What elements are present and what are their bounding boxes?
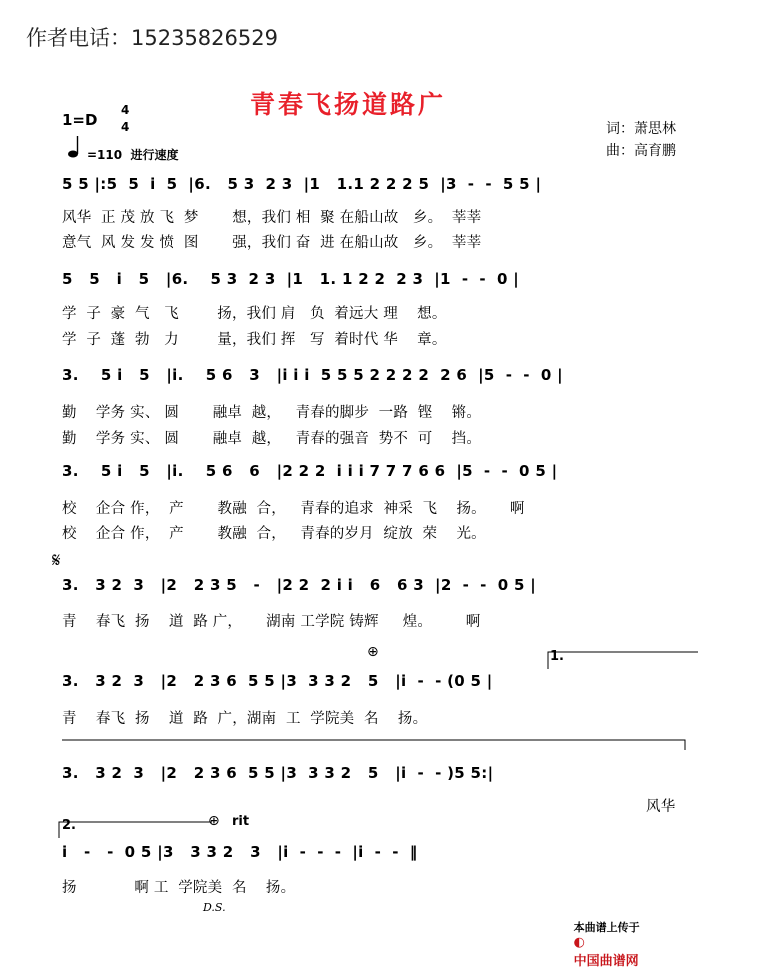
footer-site-name: 中国曲谱网 (573, 954, 639, 969)
notation-line-8: i - - 0 5 |3 3 3 2 3 |i - - - |i - - ‖ (62, 843, 418, 861)
segno-mark: 𝄋 (52, 548, 61, 572)
repeat-bracket (61, 739, 687, 751)
ritardando-mark: rit (232, 814, 250, 829)
site-logo-icon: ◐ (573, 935, 586, 950)
lyric-line-5: 青 春飞 扬 道 路 广， 湖南 工学院 铸辉 煌。 啊 (62, 614, 481, 630)
notation-line-4: 3. 5 i 5 |i. 5 6 6 |2 2 2 i i i 7 7 7 6 6 |5 - - 0 5 | (62, 462, 558, 480)
volta-1-bracket (547, 651, 699, 671)
tempo-marking: =110 进行速度 (87, 148, 179, 162)
key-signature: 1=D (62, 111, 98, 129)
lyric-line-4-verse-2: 校 企合 作， 产 教融 合， 青春的岁月 绽放 荣 光。 (62, 526, 486, 542)
notation-line-3: 3. 5 i 5 |i. 5 6 3 |i i i 5 5 5 2 2 2 2 2 6 |5 - - 0 | (62, 366, 563, 384)
notation-line-5: 3. 3 2 3 |2 2 3 5 - |2 2 2 i i 6 6 3 |2 - - 0 5 | (62, 576, 537, 594)
coda-mark-2: ⊕ (208, 813, 220, 829)
notation-line-1: 5 5 |:5 5 i 5 |6. 5 3 2 3 |1 1.1 2 2 2 5 |3 - - 5 5 | (62, 175, 542, 193)
dal-segno-mark: D.S. (203, 901, 226, 914)
lyric-line-2-verse-2: 学 子 蓬 勃 力 量，我们 挥 写 着时代 华 章。 (62, 332, 447, 348)
lyric-line-7: 风华 (646, 799, 676, 815)
composer-credit: 曲：高育鹏 (606, 143, 676, 159)
lyricist-credit: 词：萧思林 (606, 121, 676, 137)
lyric-line-3-verse-2: 勤 学务 实、 圆 融卓 越， 青春的强音 势不 可 挡。 (62, 431, 482, 447)
lyric-line-1-verse-1: 风华 正 茂 放 飞 梦 想，我们 相 聚 在船山故 乡。 莘莘 (62, 210, 482, 226)
volta-2-bracket (58, 821, 213, 839)
lyric-line-1-verse-2: 意气 风 发 发 愤 图 强，我们 奋 进 在船山故 乡。 莘莘 (62, 235, 482, 251)
lyric-line-3-verse-1: 勤 学务 实、 圆 融卓 越， 青春的脚步 一路 铿 锵。 (62, 405, 482, 421)
lyric-line-2-verse-1: 学 子 豪 气 飞 扬，我们 肩 负 着远大 理 想。 (62, 306, 447, 322)
lyric-line-4-verse-1: 校 企合 作， 产 教融 合， 青春的追求 神采 飞 扬。 啊 (62, 501, 525, 517)
lyric-line-6: 青 春飞 扬 道 路 广，湖南 工 学院美 名 扬。 (62, 711, 428, 727)
author-phone: 作者电话：15235826529 (26, 26, 278, 50)
volta-1-label: 1. (550, 649, 564, 664)
time-signature-top: 4 (121, 103, 130, 117)
coda-mark-1: ⊕ (367, 644, 379, 660)
notation-line-2: 5 5 i 5 |6. 5 3 2 3 |1 1. 1 2 2 2 3 |1 - - 0 | (62, 270, 520, 288)
time-signature-bottom: 4 (121, 120, 130, 134)
notation-line-7: 3. 3 2 3 |2 2 3 6 5 5 |3 3 3 2 5 |i - - )5 5:| (62, 764, 494, 782)
footer-upload-text: 本曲谱上传于 (573, 921, 640, 934)
song-title: 青春飞扬道路广 (250, 90, 447, 119)
volta-2-label: 2. (62, 818, 76, 833)
quarter-note-icon (66, 134, 84, 160)
footer-credit (566, 906, 640, 969)
lyric-line-8: 扬 啊 工 学院美 名 扬。 (62, 880, 296, 896)
notation-line-6: 3. 3 2 3 |2 2 3 6 5 5 |3 3 3 2 5 |i - - (0 5 | (62, 672, 493, 690)
